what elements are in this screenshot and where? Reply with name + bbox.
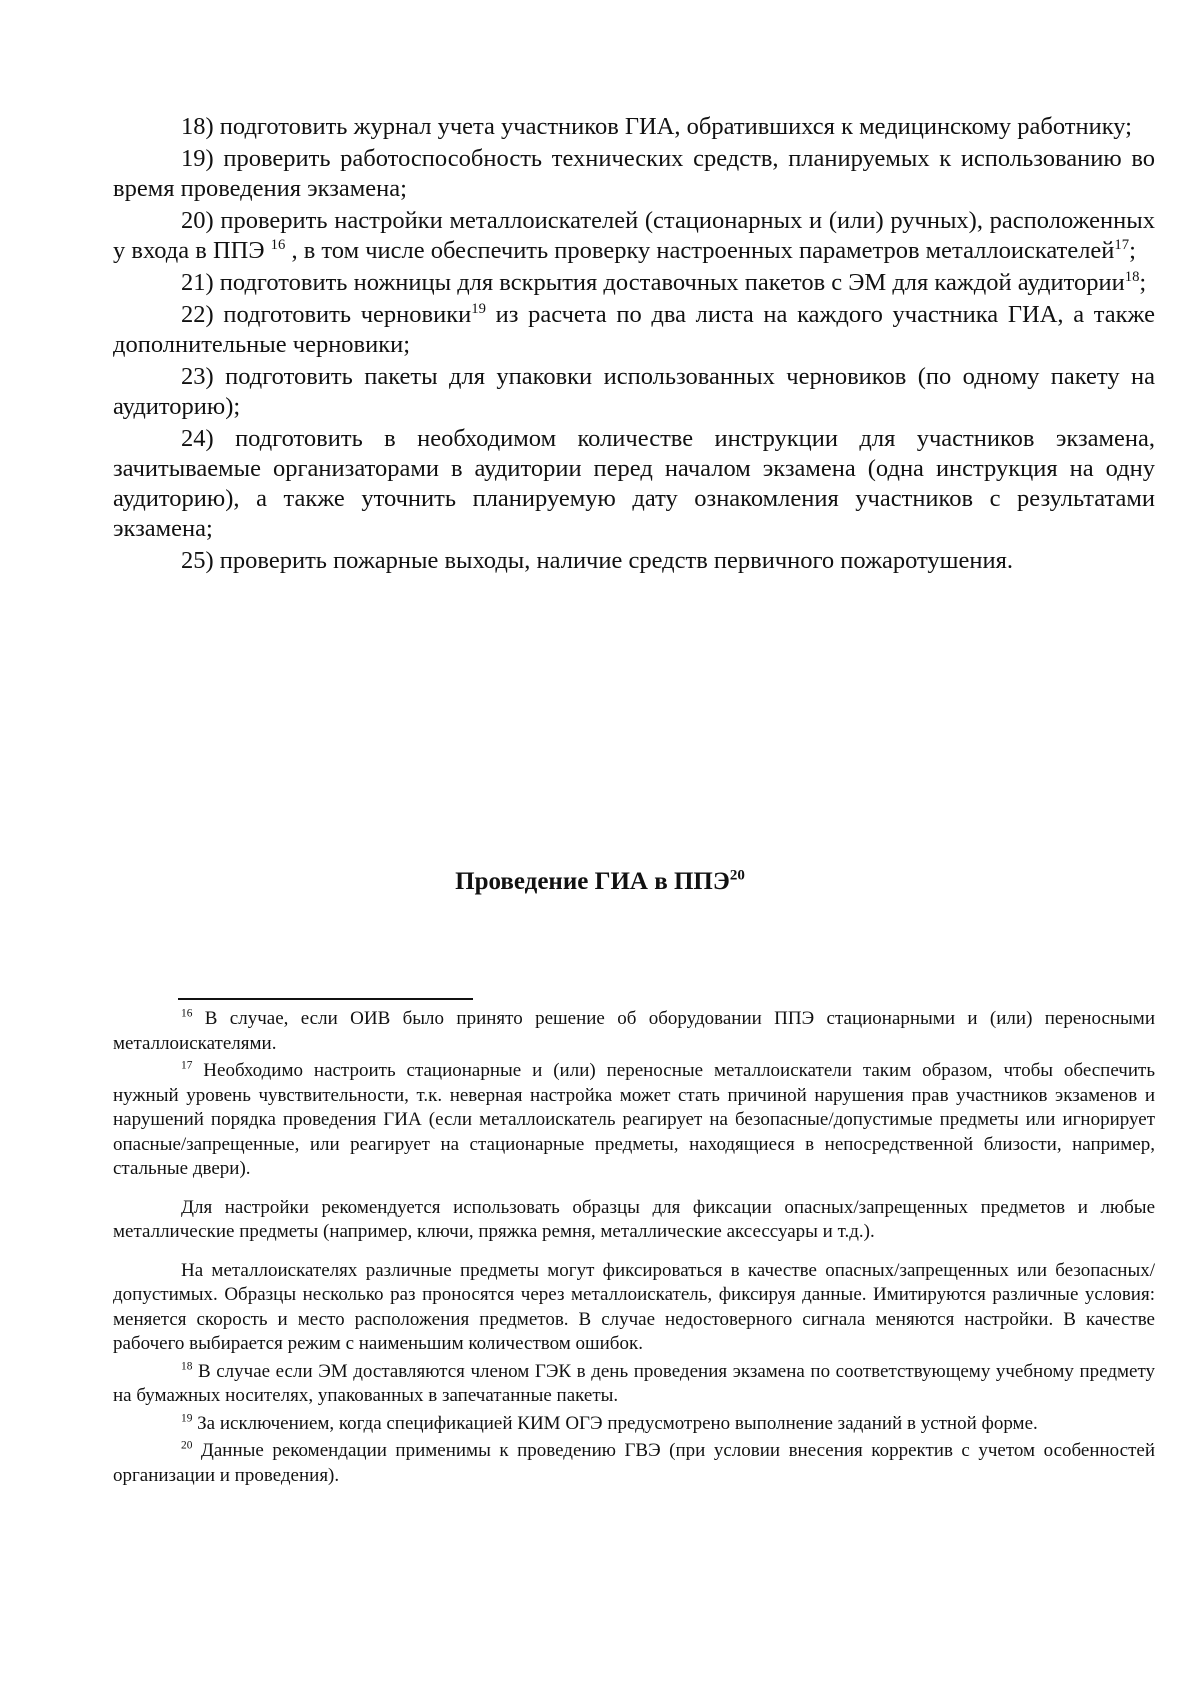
footnote-ref: 17 — [1114, 236, 1130, 253]
footnotes — [113, 1007, 1155, 1491]
footnote-17: $^{17}$ Необходимо настроить стационарные и (или) переносные металлоискатели таким образом, чтобы обеспечить нужный уровень чувствительности, т.к. неверная настройка может стать причиной нарушения прав участников экзаменов и нарушений порядка проведения ГИА (если металлоискатель реагирует на безопасные/допустимые предметы или игнорирует опасные/запрещенные, или реагирует на стационарные предметы, находящиеся в непосредственной близости, например, стальные двери). — [113, 1059, 1155, 1179]
list-item: 23) подготовить пакеты для упаковки использованных черновиков (по одному пакету на аудиторию); — [113, 363, 1155, 420]
footnote-ref: 18 — [1124, 268, 1140, 285]
section-heading: Проведение ГИА в ППЭ$^{20}$ — [455, 867, 745, 895]
list-item: 18) подготовить журнал учета участников ГИА, обратившихся к медицинскому работнику; — [181, 113, 1132, 140]
footnote-16: $^{16}$ В случае, если ОИВ было принято решение об оборудовании ППЭ стационарными и (или) переносными металлоискателями. — [113, 1007, 1155, 1054]
footnote-17-paragraph: Для настройки рекомендуется использовать образцы для фиксации опасных/запрещенных предметов и любые металлические предметы (например, ключи, пряжка ремня, металлические аксессуары и т.д.). — [113, 1196, 1155, 1242]
footnote-19: $^{19}$ За исключением, когда спецификацией КИМ ОГЭ предусмотрено выполнение заданий в устной форме. — [181, 1412, 1038, 1434]
footnote-ref: 16 — [270, 236, 286, 253]
footnote-ref: 19 — [471, 300, 486, 317]
list-item: 24) подготовить в необходимом количестве инструкции для участников экзамена, зачитываемые организаторами в аудитории перед началом экзамена (одна инструкция на одну аудиторию), а также уточнить планируемую дату ознакомления участников с результатами экзамена; — [113, 425, 1155, 542]
footnote-18: $^{18}$ В случае если ЭМ доставляются членом ГЭК в день проведения экзамена по соответствующему учебному предмету на бумажных носителях, упакованных в запечатанные пакеты. — [113, 1360, 1155, 1406]
footnote-separator — [178, 998, 473, 1000]
list-item: 21) подготовить ножницы для вскрытия доставочных пакетов с ЭМ для каждой аудитории$^{18}$; — [181, 268, 1147, 296]
list-item: 19) проверить работоспособность технических средств, планируемых к использованию во время проведения экзамена; — [113, 145, 1155, 202]
list-item: 20) проверить настройки металлоискателей (стационарных и (или) ручных), расположенных у входа в ППЭ $^{16}$ , в том числе обеспечить проверку настроенных параметров металлоискателей$^{17}$; — [113, 207, 1155, 264]
footnote-ref: 20 — [729, 867, 745, 884]
list-item: 25) проверить пожарные выходы, наличие средств первичного пожаротушения. — [181, 547, 1014, 574]
footnote-20: $^{20}$ Данные рекомендации применимы к проведению ГВЭ (при условии внесения корректив с учетом особенностей организации и проведения). — [113, 1439, 1155, 1486]
checklist-items — [113, 112, 1155, 578]
footnote-17-paragraph: На металлоискателях различные предметы могут фиксироваться в качестве опасных/запрещенных или безопасных/допустимых. Образцы несколько раз проносятся через металлоискатель, фиксируя данные. Имитируются различные условия: меняется скорость и место расположения предметов. В случае недостоверного сигнала меняются настройки. В качестве рабочего выбирается режим с наименьшим количеством ошибок. — [113, 1259, 1155, 1354]
list-item: 22) подготовить черновики$^{19}$ из расчета по два листа на каждого участника ГИА, а также дополнительные черновики; — [113, 300, 1156, 358]
